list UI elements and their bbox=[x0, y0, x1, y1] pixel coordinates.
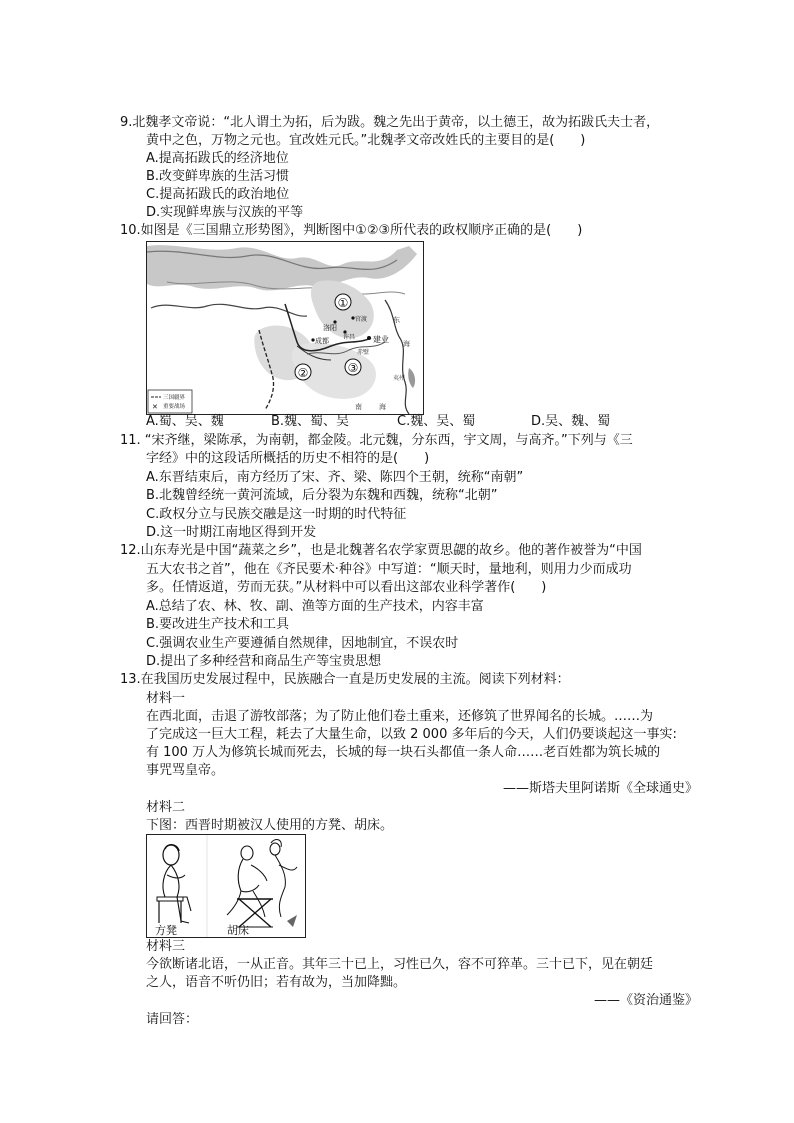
q11-stem-line2: 字经》中的这段话所概括的历史不相符的是( ) bbox=[146, 451, 430, 466]
material-3-title: 材料三 bbox=[146, 939, 186, 954]
label-dong: 东 bbox=[393, 316, 400, 324]
q12-stem-line1: 12.山东寿光是中国“蔬菜之乡”，也是北魏著名农学家贾思勰的故乡。他的著作被誉为“中国 bbox=[120, 543, 642, 558]
label-yizhou: 夷州 bbox=[393, 375, 406, 382]
q11-option-d: D.这一时期江南地区得到开发 bbox=[146, 525, 317, 540]
marker-2: ② bbox=[297, 366, 309, 380]
label-nan: 南 bbox=[355, 403, 362, 411]
material-3-line1: 今欲断诸北语，一从正音。其年三十已上，习性已久，容不可猝革。三十已下，见在朝廷 bbox=[146, 957, 654, 972]
material-3-source: ——《资治通鉴》 bbox=[593, 993, 698, 1008]
q11-option-b: B.北魏曾经统一黄河流域，后分裂为东魏和西魏，统称“北朝” bbox=[146, 488, 498, 503]
q9-option-a: A.提高拓跋氏的经济地位 bbox=[146, 151, 289, 166]
q10-option-b: B.魏、蜀、吴 bbox=[271, 414, 350, 429]
material-3-line2: 之人，语音不听仍旧；若有故为，当加降黜。 bbox=[146, 975, 407, 990]
material-1-source: ——斯塔夫里阿诺斯《全球通史》 bbox=[502, 781, 698, 796]
marker-1: ① bbox=[337, 296, 349, 310]
q12-option-d: D.提出了多种经营和商品生产等宝贵思想 bbox=[146, 654, 382, 669]
q9-option-d: D.实现鲜卑族与汉族的平等 bbox=[146, 205, 304, 220]
material-1-line2: 了完成这一巨大工程，耗去了大量生命，以致 2 000 多年后的今天，人们仍要谈起这一事实: bbox=[146, 727, 677, 742]
city-jianye: 建业 bbox=[373, 335, 389, 344]
q9-option-c: C.提高拓跋氏的政治地位 bbox=[146, 187, 290, 202]
label-folding-chair: 胡床 bbox=[227, 924, 249, 937]
city-chibi: 赤壁 bbox=[357, 349, 370, 356]
label-square-stool: 方凳 bbox=[155, 924, 177, 937]
furniture-drawing bbox=[147, 835, 305, 937]
label-hai-east: 海 bbox=[403, 340, 410, 348]
q12-stem-line2: 五大农书之首”，他在《齐民要术·种谷》中写道：“顺天时，量地利，则用力少而成功 bbox=[146, 562, 632, 577]
map-graphic bbox=[147, 242, 423, 414]
material-1-line4: 事咒骂皇帝。 bbox=[146, 763, 225, 778]
city-chengdu: 成都 bbox=[315, 337, 329, 345]
q9-stem-line1: 9.北魏孝文帝说：“北人谓土为拓，后为跋。魏之先出于黄帝，以土德王，故为拓跋氏夫士者， bbox=[120, 115, 660, 130]
q9-option-b: B.改变鲜卑族的生活习惯 bbox=[146, 169, 290, 184]
q10-option-a: A.蜀、吴、魏 bbox=[146, 414, 224, 429]
q12-stem-line3: 多。任情返道，劳而无获。”从材料中可以看出这部农业科学著作( ) bbox=[146, 580, 547, 595]
legend-battle: 重要战场 bbox=[163, 404, 186, 410]
stool-chair-illustration bbox=[146, 834, 306, 938]
q10-stem: 10.如图是《三国鼎立形势图》，判断图中①②③所代表的政权顺序正确的是( ) bbox=[120, 223, 583, 238]
legend-boundary: 三国疆界 bbox=[163, 395, 186, 401]
city-guandu: 官渡 bbox=[355, 316, 368, 323]
material-2-title: 材料二 bbox=[146, 800, 186, 815]
marker-3: ③ bbox=[347, 361, 359, 375]
q9-stem-line2: 黄中之色，万物之元也。宜改姓元氏。”北魏孝文帝改姓氏的主要目的是( ) bbox=[146, 133, 586, 148]
city-luoyang: 洛阳 bbox=[323, 324, 337, 332]
q12-option-a: A.总结了农、林、牧、副、渔等方面的生产技术，内容丰富 bbox=[146, 599, 484, 614]
city-xuchang: 许昌 bbox=[343, 334, 356, 341]
q11-option-c: C.政权分立与民族交融是这一时期的时代特征 bbox=[146, 507, 407, 522]
material-1-title: 材料一 bbox=[146, 691, 186, 706]
q11-stem-line1: 11. “宋齐继，梁陈承，为南朝，都金陵。北元魏，分东西，宇文周，与高齐。”下列与《三 bbox=[120, 433, 633, 448]
q11-option-a: A.东晋结束后，南方经历了宋、齐、梁、陈四个王朝，统称“南朝” bbox=[146, 470, 524, 485]
material-2-text: 下图：西晋时期被汉人使用的方凳、胡床。 bbox=[146, 818, 394, 833]
label-hai-south: 海 bbox=[379, 403, 386, 411]
material-1-line1: 在西北面，击退了游牧部落；为了防止他们卷土重来，还修筑了世界闻名的长城。……为 bbox=[146, 709, 654, 724]
material-1-line3: 有 100 万人为修筑长城而死去，长城的每一块石头都值一条人命……老百姓都为筑长城的 bbox=[146, 745, 661, 760]
three-kingdoms-map bbox=[146, 241, 424, 415]
answer-prompt: 请回答： bbox=[146, 1012, 199, 1027]
q12-option-c: C.强调农业生产要遵循自然规律，因地制宜，不误农时 bbox=[146, 636, 459, 651]
q13-stem: 13.在我国历史发展过程中，民族融合一直是历史发展的主流。阅读下列材料： bbox=[120, 672, 570, 687]
q12-option-b: B.要改进生产技术和工具 bbox=[146, 617, 290, 632]
svg-text:✕: ✕ bbox=[152, 403, 158, 411]
q10-option-d: D.吴、魏、蜀 bbox=[531, 414, 611, 429]
q10-option-c: C.魏、吴、蜀 bbox=[397, 414, 476, 429]
